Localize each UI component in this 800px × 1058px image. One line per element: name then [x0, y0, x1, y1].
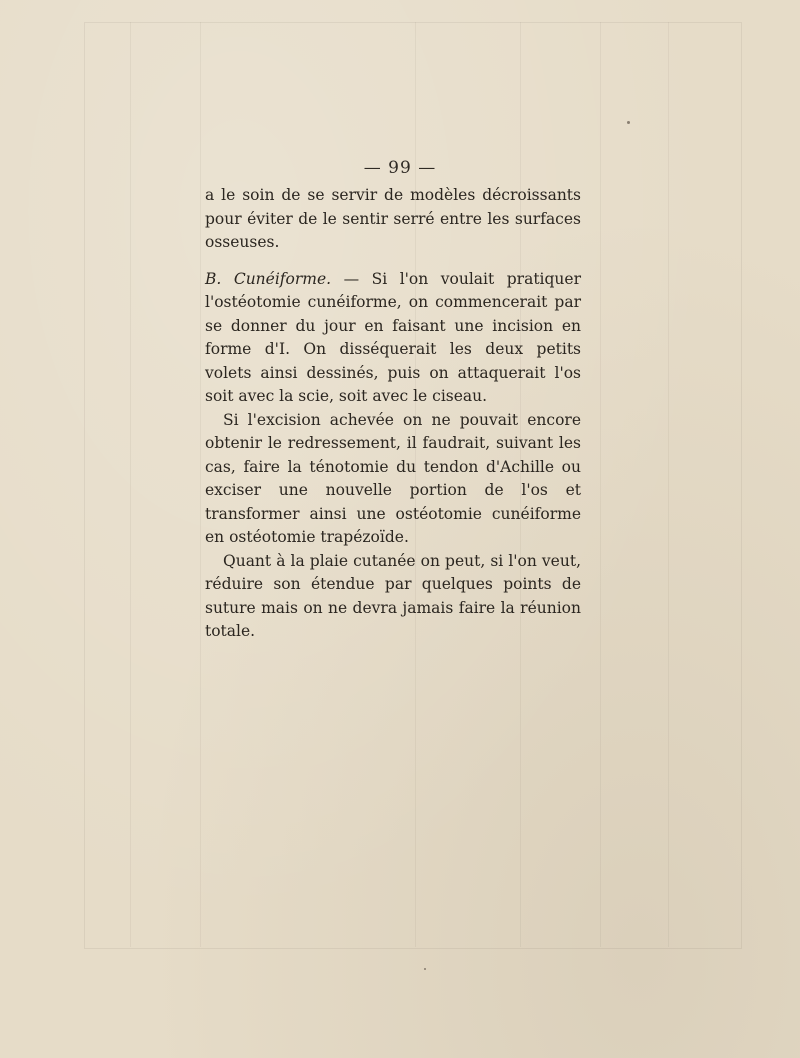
paper-speck	[424, 968, 426, 970]
paragraph-continuation: a le soin de se servir de modèles décroissants pour éviter de le sentir serré entre les surfaces osseuses.	[205, 186, 581, 251]
body-text	[205, 184, 581, 644]
paragraph-plaie: Quant à la plaie cutanée on peut, si l'on veut, réduire son étendue par quelques points de suture mais on ne devra jamais faire la réunion totale.	[205, 551, 581, 640]
page-number: — 99 —	[363, 158, 437, 178]
paper-speck	[627, 121, 630, 124]
section-text: — Si l'on voulait pratiquer l'ostéotomie cunéiforme, on commencerait par se donner du jour en faisant une incision en forme d'I. On disséquerait les deux petits volets ainsi dessinés, puis on attaquerait l'os soit avec la scie, soit avec le ciseau.	[205, 269, 581, 405]
section-heading: B. Cunéiforme.	[205, 269, 332, 288]
paragraph-excision: Si l'excision achevée on ne pouvait encore obtenir le redressement, il faudrait, suivant les cas, faire la ténotomie du tendon d'Achille ou exciser une nouvelle portion de l'os et transformer ainsi une ostéotomie cunéiforme en ostéotomie trapézoïde.	[205, 410, 581, 546]
paragraph-section-b	[205, 268, 581, 409]
